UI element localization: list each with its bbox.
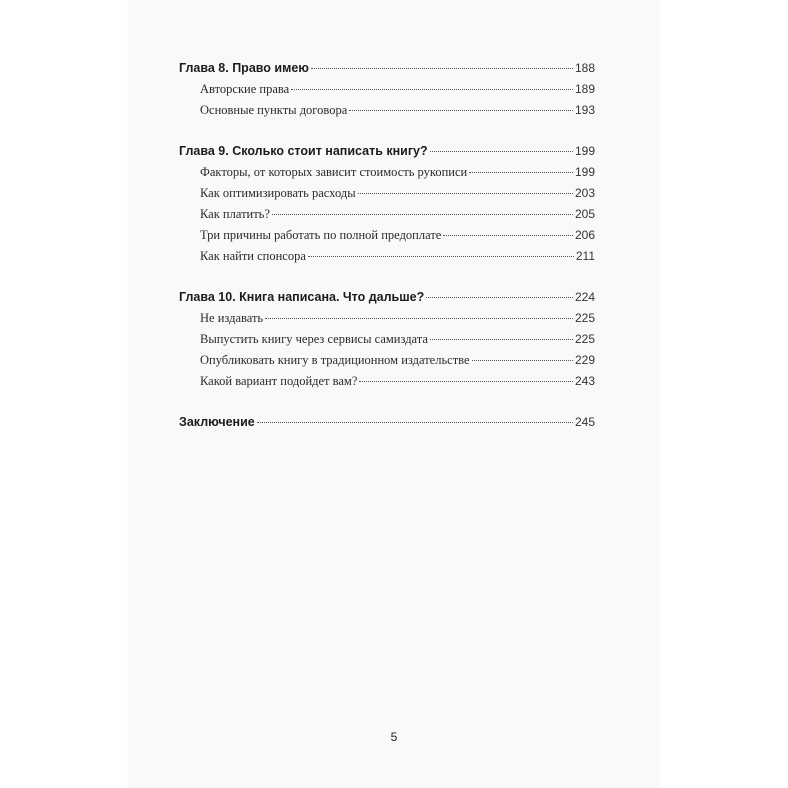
toc-section-entry: [179, 225, 595, 246]
toc-section-entry: [179, 308, 595, 329]
toc-section-title: Выпустить книгу через сервисы самиздата: [200, 332, 428, 346]
toc-chapter-title: Глава 9. Сколько стоит написать книгу?: [179, 144, 428, 158]
toc-page-number: 225: [574, 332, 595, 346]
dot-leader: [359, 381, 573, 382]
toc-section-title: Авторские права: [200, 82, 290, 96]
toc-section-title: Как платить?: [200, 207, 270, 221]
toc-section-title: Какой вариант подойдет вам?: [200, 374, 358, 388]
toc-section-entry: [179, 183, 595, 204]
dot-leader: [311, 68, 573, 69]
toc-chapter: [179, 412, 595, 433]
toc-chapter: [179, 58, 595, 121]
toc-chapter-entry: [179, 58, 595, 79]
toc-chapter-title: Глава 8. Право имею: [179, 61, 309, 75]
dot-leader: [265, 318, 573, 319]
toc-chapter-entry: [179, 141, 595, 162]
toc-chapter-title: Заключение: [179, 415, 255, 429]
dot-leader: [426, 297, 573, 298]
dot-leader: [443, 235, 573, 236]
toc-section-title: Факторы, от которых зависит стоимость рукописи: [200, 165, 468, 179]
toc-section-title: Три причины работать по полной предоплате: [200, 228, 442, 242]
dot-leader: [308, 256, 574, 257]
toc-section-entry: [179, 329, 595, 350]
toc-section-title: Как оптимизировать расходы: [200, 186, 356, 200]
toc-section-entry: [179, 204, 595, 225]
toc-chapter-entry: [179, 287, 595, 308]
toc-page-number: 189: [574, 82, 595, 96]
dot-leader: [349, 110, 573, 111]
dot-leader: [469, 172, 573, 173]
toc-page-number: 193: [574, 103, 595, 117]
toc-page-number: 229: [574, 353, 595, 367]
toc-page-number: 205: [574, 207, 595, 221]
toc-page-number: 224: [574, 290, 595, 304]
dot-leader: [291, 89, 573, 90]
toc-section-title: Основные пункты договора: [200, 103, 348, 117]
toc-section-entry: [179, 246, 595, 267]
table-of-contents: [179, 58, 595, 433]
dot-leader: [257, 422, 573, 423]
toc-section-title: Опубликовать книгу в традиционном издательстве: [200, 353, 470, 367]
dot-leader: [472, 360, 573, 361]
toc-chapter: [179, 141, 595, 267]
toc-chapter-title: Глава 10. Книга написана. Что дальше?: [179, 290, 425, 304]
toc-section-entry: [179, 79, 595, 100]
book-page: [129, 0, 659, 788]
toc-page-number: 203: [574, 186, 595, 200]
dot-leader: [430, 339, 573, 340]
toc-section-entry: [179, 100, 595, 121]
toc-page-number: 245: [574, 415, 595, 429]
toc-page-number: 199: [574, 144, 595, 158]
toc-page-number: 206: [574, 228, 595, 242]
toc-section-title: Как найти спонсора: [200, 249, 306, 263]
toc-chapter: [179, 287, 595, 392]
toc-section-entry: [179, 162, 595, 183]
dot-leader: [272, 214, 573, 215]
toc-section-entry: [179, 371, 595, 392]
toc-page-number: 188: [574, 61, 595, 75]
page-number-footer: 5: [390, 730, 398, 744]
toc-chapter-entry: [179, 412, 595, 433]
toc-page-number: 199: [574, 165, 595, 179]
toc-page-number: 225: [574, 311, 595, 325]
toc-page-number: 243: [574, 374, 595, 388]
dot-leader: [358, 193, 573, 194]
toc-page-number: 211: [575, 249, 595, 263]
toc-section-title: Не издавать: [200, 311, 264, 325]
toc-section-entry: [179, 350, 595, 371]
dot-leader: [430, 151, 573, 152]
